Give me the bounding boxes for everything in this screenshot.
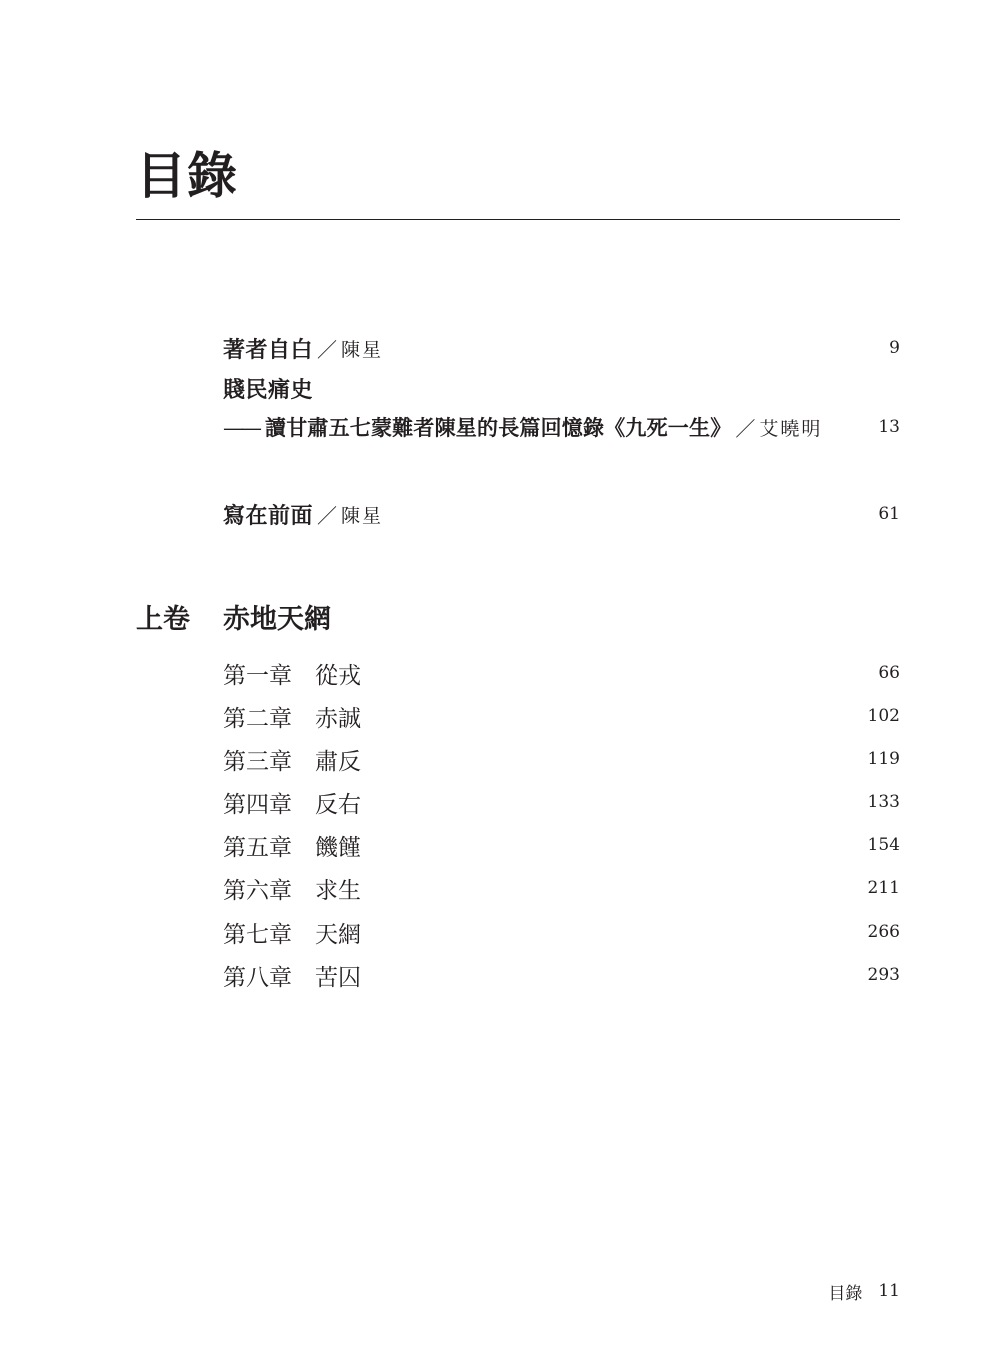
entry-page-number: 13 <box>878 417 900 437</box>
chapter-title: 赤誠 <box>315 705 361 732</box>
toc-chapter-2[interactable] <box>223 699 900 733</box>
toc-chapter-8[interactable] <box>223 958 900 992</box>
slash-separator: ／ <box>317 503 338 528</box>
chapter-page-number: 133 <box>867 792 900 812</box>
toc-entry-essay-subtitle[interactable] <box>223 410 900 444</box>
chapter-page-number: 66 <box>878 663 900 683</box>
part-heading[interactable] <box>136 596 331 636</box>
chapter-title: 天網 <box>315 921 361 948</box>
entry-author: 艾曉明 <box>759 417 823 440</box>
toc-chapter-7[interactable] <box>223 915 900 949</box>
toc-chapter-4[interactable] <box>223 785 900 819</box>
toc-chapter-1[interactable] <box>223 656 900 690</box>
chapter-label: 第五章 <box>223 834 292 861</box>
entry-title: 著者自白 <box>223 336 314 363</box>
chapter-page-number: 293 <box>867 965 900 985</box>
slash-separator: ／ <box>735 416 756 441</box>
entry-page-number: 9 <box>889 338 900 358</box>
part-label: 上卷 <box>136 603 190 635</box>
chapter-page-number: 211 <box>867 878 900 898</box>
chapter-label: 第四章 <box>223 791 292 818</box>
entry-author: 陳星 <box>341 338 384 361</box>
chapter-title: 從戎 <box>315 662 361 689</box>
chapter-label: 第八章 <box>223 964 292 991</box>
entry-author: 陳星 <box>341 504 384 527</box>
toc-entry-foreword[interactable] <box>223 497 900 531</box>
toc-chapter-3[interactable] <box>223 742 900 776</box>
entry-subtitle-dash: —— <box>223 415 259 440</box>
chapter-title: 苦囚 <box>315 964 361 991</box>
chapter-title: 肅反 <box>315 748 361 775</box>
toc-entry-preface[interactable] <box>223 331 900 365</box>
entry-page-number: 61 <box>878 504 900 524</box>
chapter-title: 饑饉 <box>315 834 361 861</box>
chapter-label: 第六章 <box>223 877 292 904</box>
toc-chapter-5[interactable] <box>223 828 900 862</box>
page-title: 目錄 <box>136 146 238 205</box>
chapter-page-number: 266 <box>867 922 900 942</box>
page-footer <box>828 1277 900 1305</box>
chapter-page-number: 119 <box>867 749 900 769</box>
chapter-title: 反右 <box>315 791 361 818</box>
chapter-label: 第一章 <box>223 662 292 689</box>
chapter-page-number: 102 <box>867 706 900 726</box>
toc-chapter-6[interactable] <box>223 871 900 905</box>
running-title: 目錄 <box>828 1283 863 1304</box>
entry-subtitle: 讀甘肅五七蒙難者陳星的長篇回憶錄《九死一生》 <box>265 415 732 440</box>
chapter-label: 第二章 <box>223 705 292 732</box>
footer-page-number: 11 <box>878 1281 900 1301</box>
slash-separator: ／ <box>317 337 338 362</box>
entry-title: 寫在前面 <box>223 502 314 529</box>
chapter-title: 求生 <box>315 877 361 904</box>
entry-title: 賤民痛史 <box>223 376 314 403</box>
chapter-page-number: 154 <box>867 835 900 855</box>
chapter-label: 第七章 <box>223 921 292 948</box>
part-title: 赤地天網 <box>223 603 331 635</box>
title-divider <box>136 219 900 220</box>
chapter-label: 第三章 <box>223 748 292 775</box>
toc-entry-essay-title[interactable] <box>223 371 900 405</box>
